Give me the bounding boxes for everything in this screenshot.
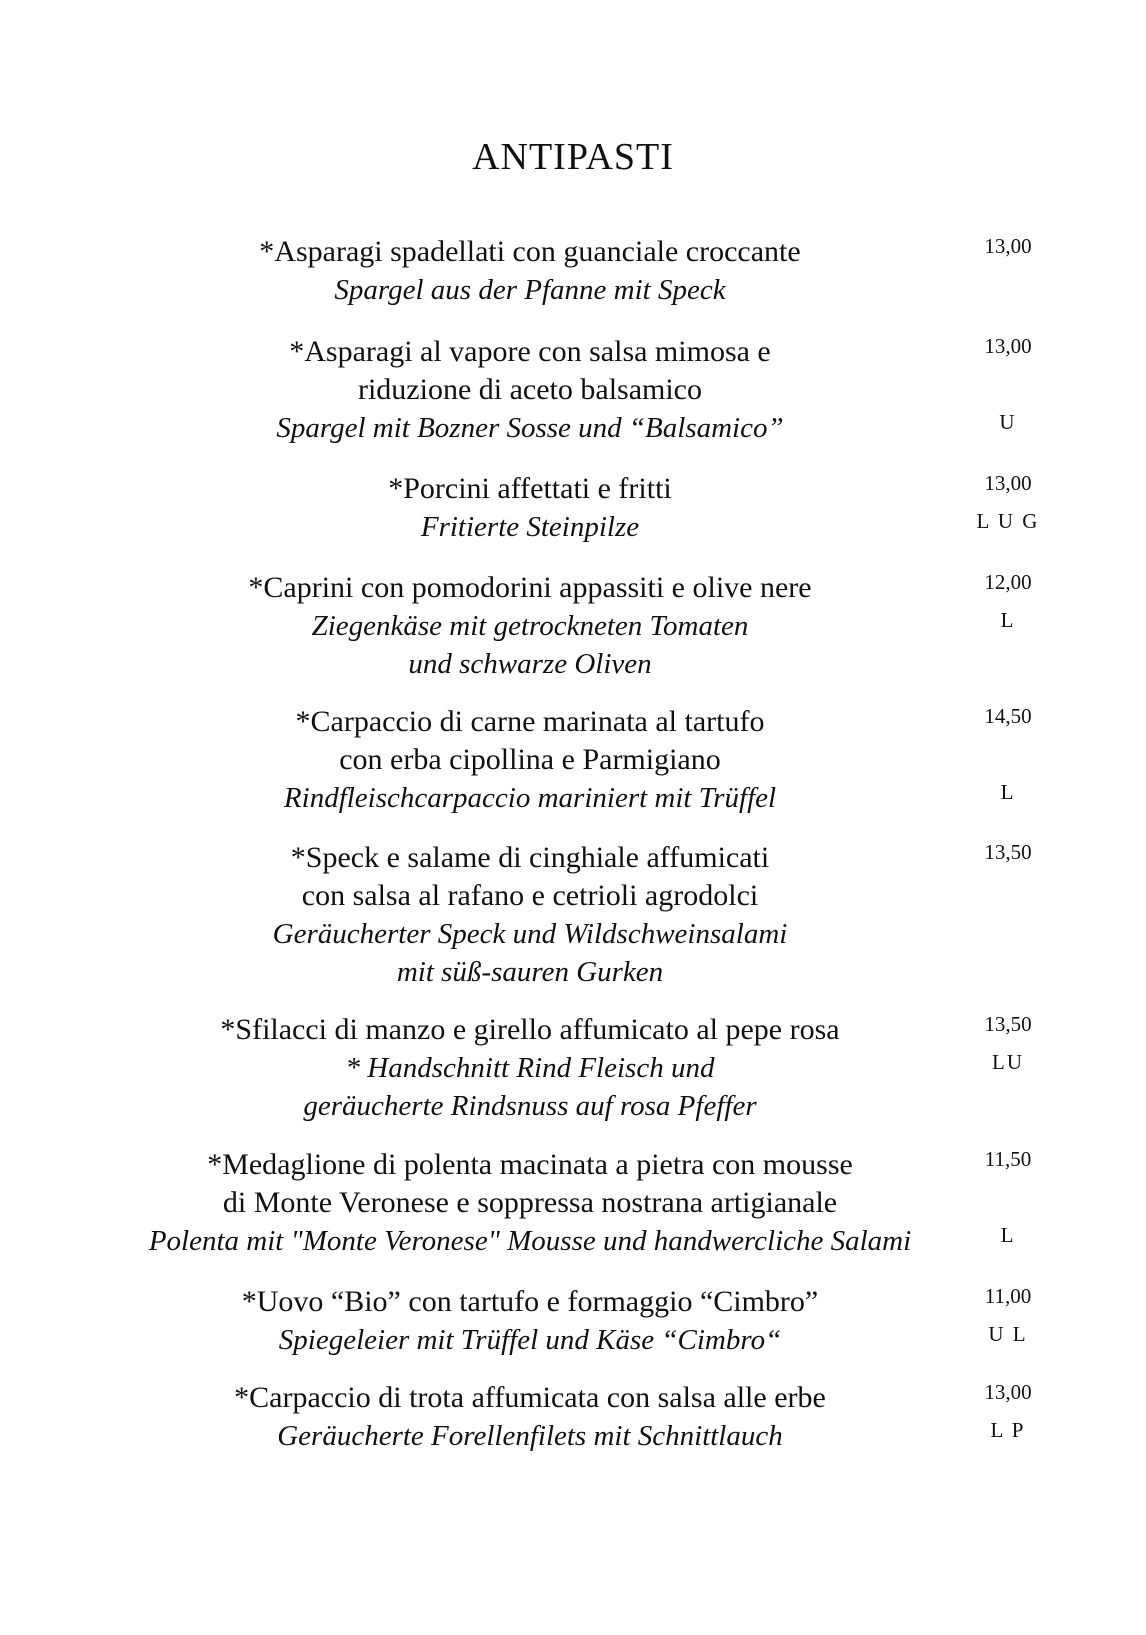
- allergen-codes: L P: [990, 1418, 1026, 1442]
- dish-name-italian: *Caprini con pomodorini appassiti e olive nere: [248, 571, 812, 604]
- dish-description: [80, 233, 980, 309]
- dish-price: 13,00: [984, 471, 1032, 495]
- price-column: [960, 470, 1056, 546]
- dish-name-italian: di Monte Veronese e soppressa nostrana artigianale: [222, 1186, 838, 1219]
- dish-description: [80, 1379, 980, 1455]
- dish-name-italian: *Carpaccio di trota affumicata con salsa alle erbe: [234, 1381, 826, 1414]
- allergen-codes: U: [999, 410, 1017, 434]
- price-column: [960, 1283, 1056, 1359]
- allergen-codes: L U G: [976, 509, 1040, 533]
- dish-description: [80, 1011, 980, 1125]
- dish-name-german: geräucherte Rindsnuss auf rosa Pfeffer: [303, 1090, 757, 1122]
- dish-name-german: Ziegenkäse mit getrockneten Tomaten: [311, 610, 749, 642]
- dish-name-italian: con salsa al rafano e cetrioli agrodolci: [301, 879, 759, 912]
- price-column: [960, 1146, 1056, 1260]
- dish-price: 11,00: [984, 1284, 1032, 1308]
- price-spacer: [960, 371, 1056, 409]
- dish-name-german: Geräucherte Forellenfilets mit Schnittlauch: [277, 1420, 783, 1452]
- dish-description: [80, 703, 980, 817]
- dish-price: 13,00: [984, 334, 1032, 358]
- allergen-codes: U L: [988, 1322, 1028, 1346]
- dish-description: [80, 1146, 980, 1260]
- dish-price: 13,50: [984, 1012, 1032, 1036]
- dish-name-italian: *Sfilacci di manzo e girello affumicato al pepe rosa: [220, 1013, 840, 1046]
- dish-name-italian: *Asparagi al vapore con salsa mimosa e: [289, 335, 771, 368]
- dish-price: 14,50: [984, 704, 1032, 728]
- dish-name-italian: riduzione di aceto balsamico: [357, 373, 703, 406]
- price-column: [960, 233, 1056, 271]
- dish-description: [80, 569, 980, 683]
- allergen-codes: L: [1000, 1223, 1016, 1247]
- price-column: [960, 703, 1056, 817]
- price-column: [960, 839, 1056, 877]
- dish-price: 11,50: [984, 1147, 1032, 1171]
- dish-description: [80, 839, 980, 991]
- dish-name-italian: *Speck e salame di cinghiale affumicati: [290, 841, 770, 874]
- dish-name-german: Geräucherter Speck und Wildschweinsalami: [272, 918, 788, 950]
- dish-price: 12,00: [984, 570, 1032, 594]
- dish-price: 13,00: [984, 1380, 1032, 1404]
- dish-description: [80, 1283, 980, 1359]
- dish-name-italian: *Uovo “Bio” con tartufo e formaggio “Cimbro”: [241, 1285, 819, 1318]
- dish-name-italian: *Medaglione di polenta macinata a pietra con mousse: [207, 1148, 853, 1181]
- price-column: [960, 333, 1056, 447]
- dish-name-german: * Handschnitt Rind Fleisch und: [345, 1052, 715, 1084]
- dish-description: [80, 470, 980, 546]
- dish-name-italian: con erba cipollina e Parmigiano: [339, 743, 721, 776]
- dish-description: [80, 333, 980, 447]
- dish-name-italian: *Asparagi spadellati con guanciale croccante: [259, 235, 801, 268]
- dish-name-italian: *Porcini affettati e fritti: [388, 472, 672, 505]
- dish-name-german: Fritierte Steinpilze: [420, 511, 640, 543]
- dish-name-german: Spargel aus der Pfanne mit Speck: [334, 274, 726, 306]
- allergen-codes: L: [1000, 608, 1016, 632]
- dish-name-german: Spargel mit Bozner Sosse und “Balsamico”: [276, 412, 784, 444]
- price-column: [960, 1379, 1056, 1455]
- dish-price: 13,50: [984, 840, 1032, 864]
- dish-name-german: und schwarze Oliven: [408, 648, 652, 680]
- dish-name-german: Rindfleischcarpaccio mariniert mit Trüffel: [283, 782, 777, 814]
- price-column: [960, 569, 1056, 645]
- price-spacer: [960, 1184, 1056, 1222]
- price-spacer: [960, 741, 1056, 779]
- page-title: ANTIPASTI: [472, 136, 674, 178]
- dish-name-italian: *Carpaccio di carne marinata al tartufo: [295, 705, 765, 738]
- allergen-codes: LU: [992, 1050, 1024, 1074]
- price-column: [960, 1011, 1056, 1087]
- dish-name-german: mit süß-sauren Gurken: [396, 956, 664, 988]
- dish-name-german: Spiegeleier mit Trüffel und Käse “Cimbro“: [278, 1324, 782, 1356]
- dish-name-german: Polenta mit "Monte Veronese" Mousse und handwercliche Salami: [148, 1225, 912, 1257]
- allergen-codes: L: [1000, 780, 1016, 804]
- dish-price: 13,00: [984, 234, 1032, 258]
